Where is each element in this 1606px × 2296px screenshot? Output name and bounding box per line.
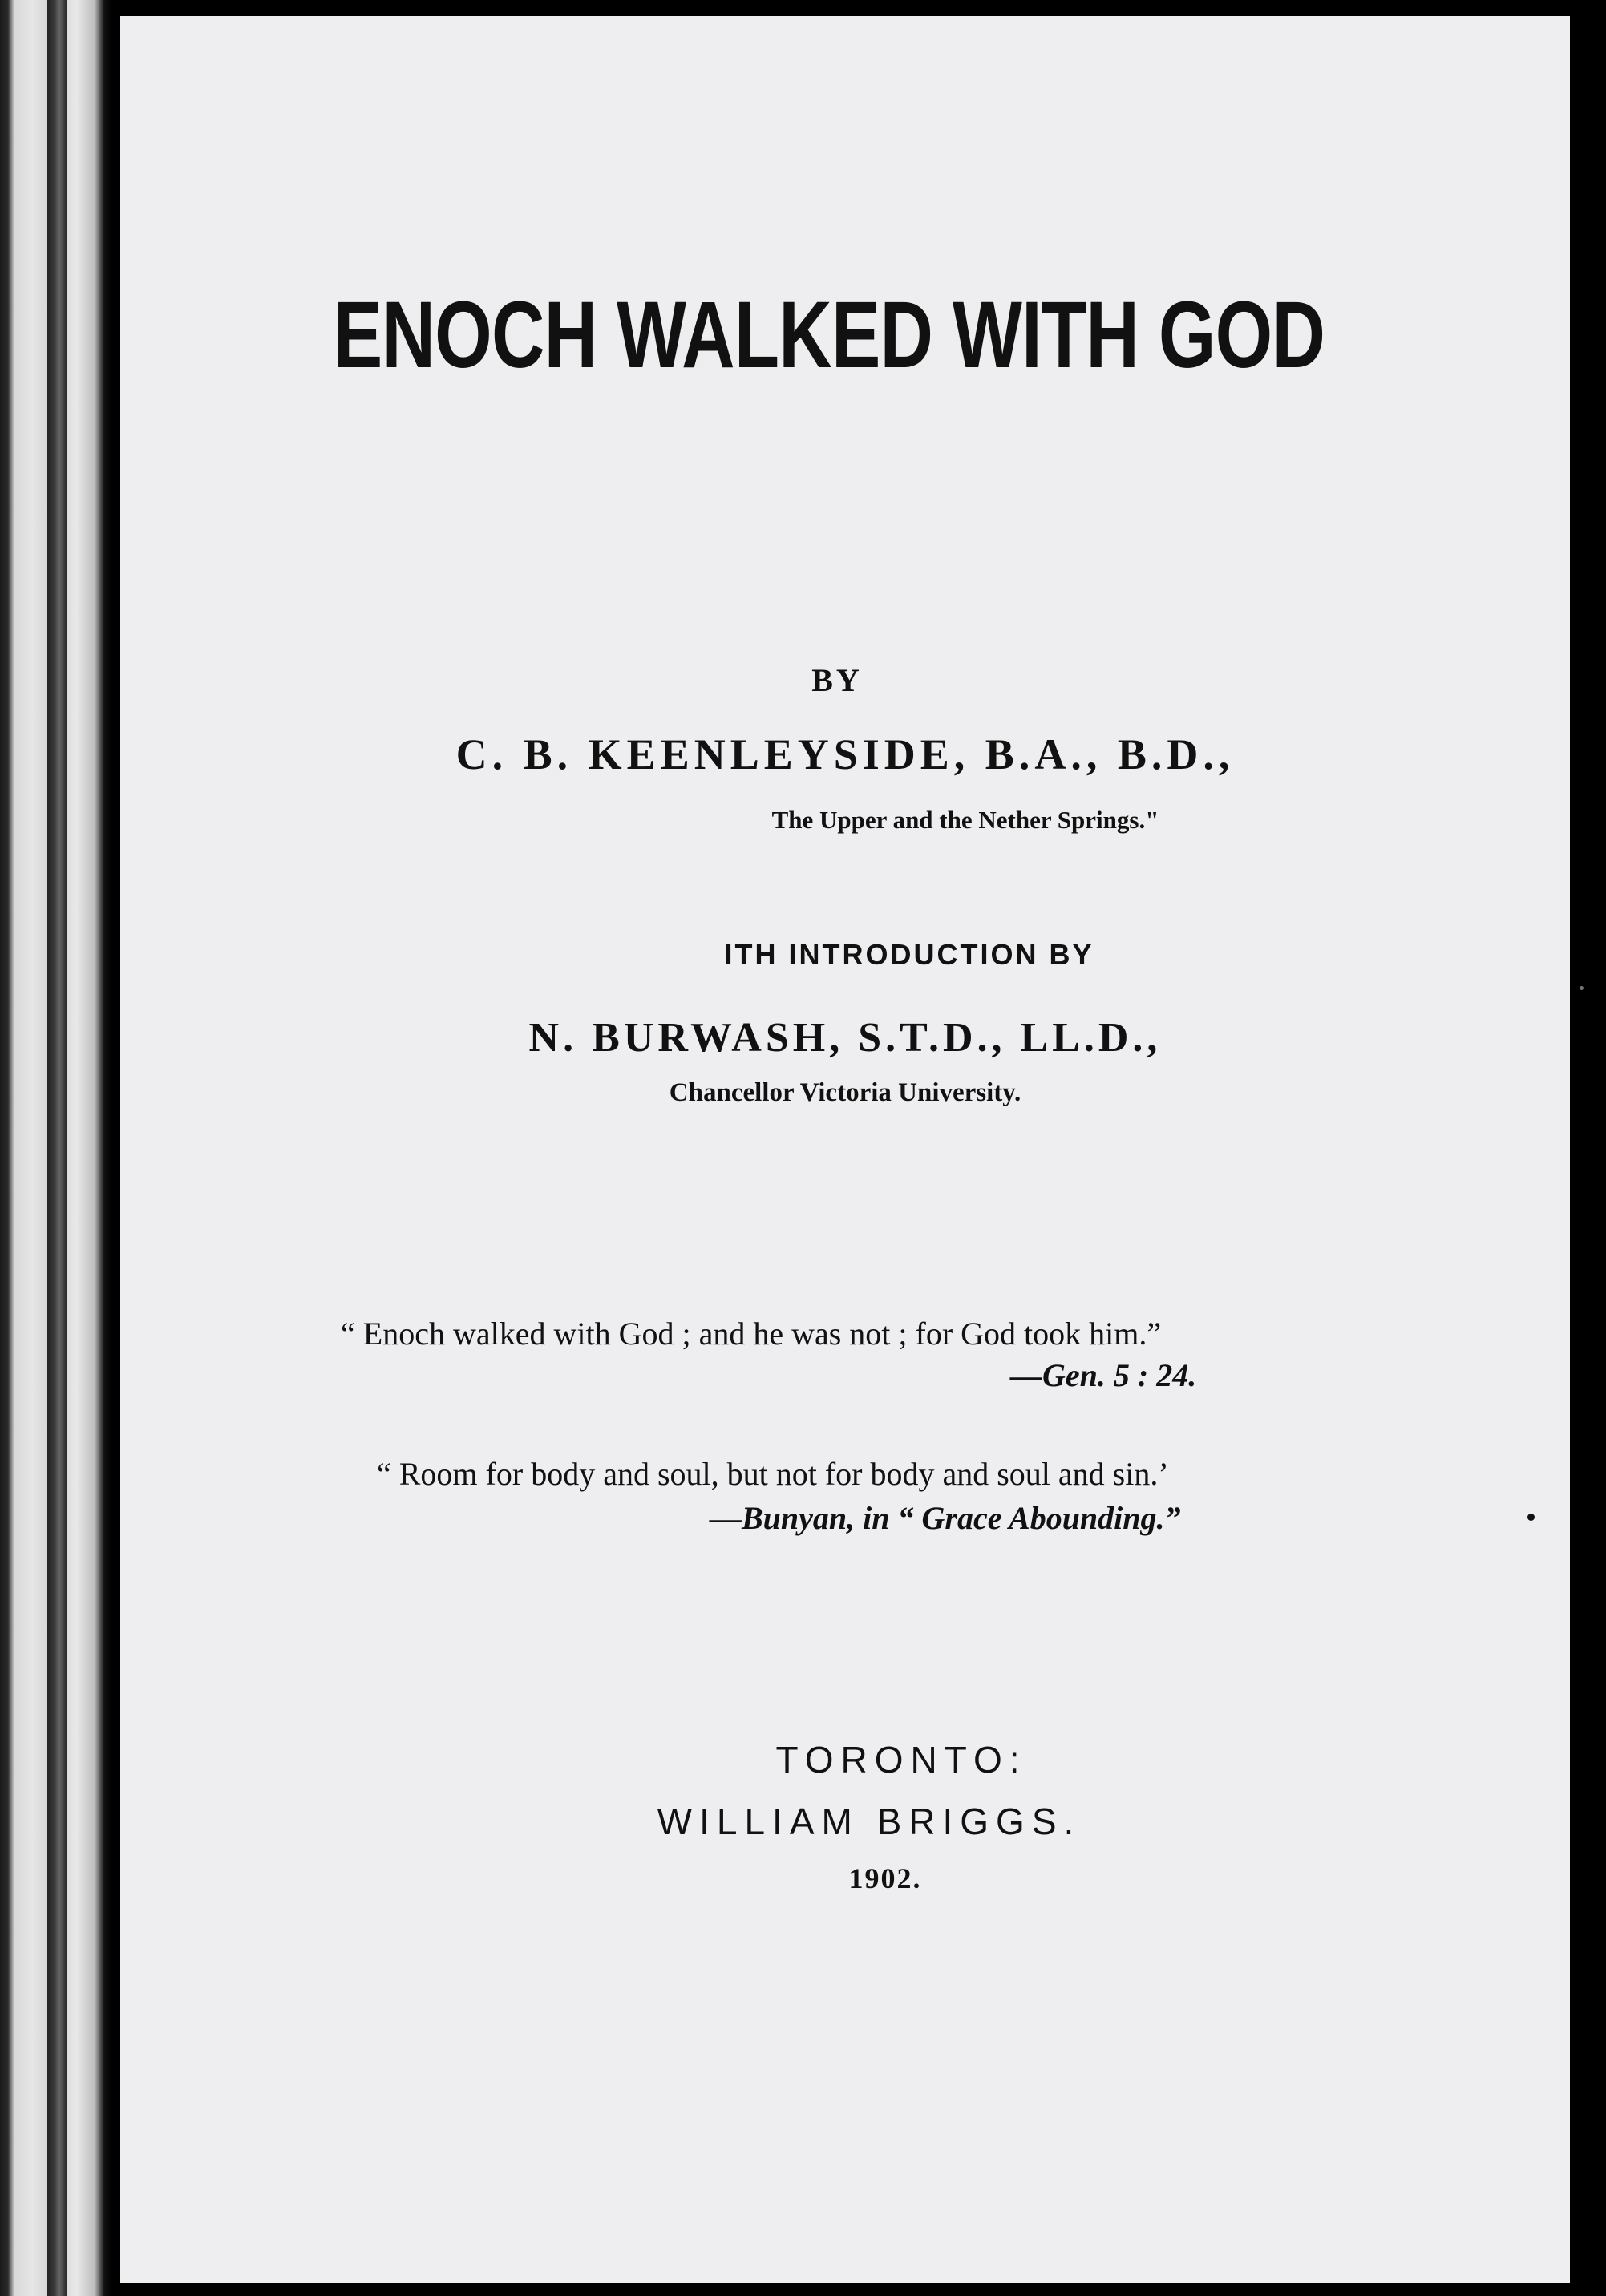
imprint-place: TORONTO: — [775, 1739, 1027, 1781]
binding-shadow — [47, 0, 67, 2296]
epigraph-text: “ Room for body and soul, but not for body and soul and sin.’ — [377, 1456, 1169, 1492]
ink-speck — [1580, 986, 1584, 990]
ink-speck — [1527, 1514, 1535, 1521]
introducer-name: N. BURWASH, S.T.D., LL.D., — [528, 1015, 1162, 1061]
introducer-role: Chancellor Victoria University. — [669, 1078, 1021, 1107]
imprint-year: 1902. — [848, 1862, 922, 1894]
epigraph-source: —Bunyan, in “ Grace Abounding.” — [710, 1500, 1181, 1536]
title-page — [120, 16, 1570, 2283]
byline: BY — [811, 662, 863, 698]
epigraph-source: —Gen. 5 : 24. — [1010, 1357, 1197, 1393]
author-name: C. B. KEENLEYSIDE, B.A., B.D., — [455, 730, 1235, 778]
epigraph-text: “ Enoch walked with God ; and he was not ; for God took him.” — [341, 1316, 1162, 1352]
imprint-publisher: WILLIAM BRIGGS. — [657, 1801, 1082, 1842]
book-title: ENOCH WALKED WITH GOD — [333, 282, 1325, 388]
author-note: The Upper and the Nether Springs." — [771, 806, 1159, 834]
introduction-label: ITH INTRODUCTION BY — [724, 938, 1094, 971]
